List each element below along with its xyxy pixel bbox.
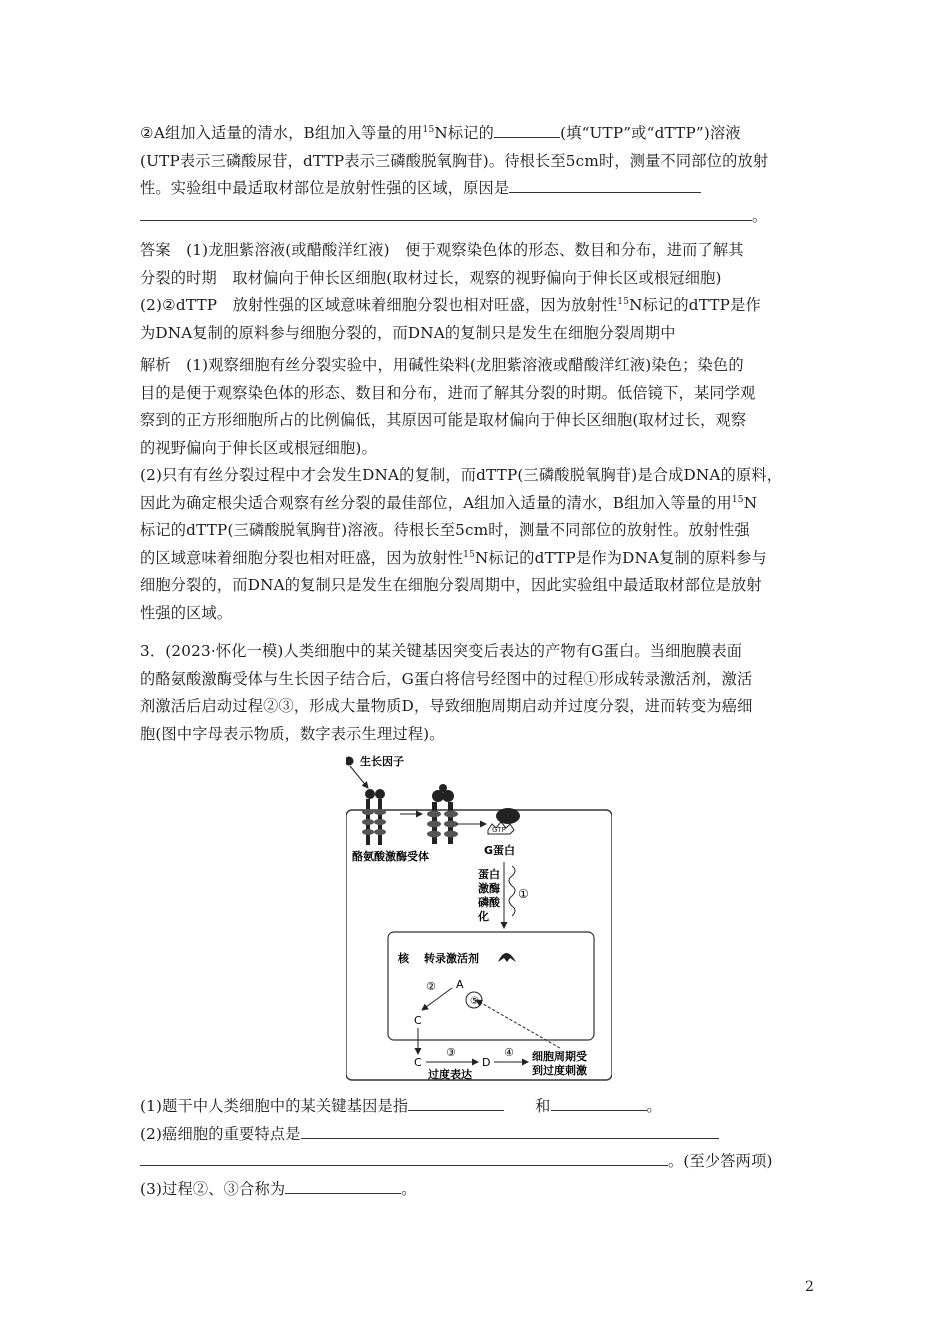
- q2-line-4: [140, 203, 810, 231]
- text: (3)过程②、③合称为: [140, 1179, 286, 1198]
- analysis-line: 的视野偏向于伸长区或根冠细胞)。: [140, 438, 377, 457]
- phos-label: 化: [478, 910, 489, 923]
- text: 和: [535, 1097, 551, 1115]
- phos-label: 磷酸: [478, 896, 500, 909]
- step-5-label: ⑤: [470, 996, 479, 1007]
- answer-label: 答案: [140, 241, 171, 259]
- receptor-label: 酪氨酸激酶受体: [352, 850, 429, 863]
- text: (1)龙胆紫溶液(或醋酸洋红液) 便于观察染色体的形态、数目和分布，进而了解其: [186, 241, 744, 259]
- cycle-label: 到过度刺激: [532, 1064, 587, 1077]
- arrow: [350, 766, 368, 788]
- analysis-line: (2)只有有丝分裂过程中才会发生DNA的复制，而dTTP(三磷酸脱氧胸苷)是合成DNA的原料，: [140, 466, 783, 484]
- answer-blank: [140, 1149, 668, 1166]
- text: N标记的dTTP是作为DNA复制的原料参与: [475, 548, 767, 567]
- answer-blank: [285, 1177, 401, 1194]
- label-d: D: [482, 1056, 491, 1069]
- answer-blank: [140, 204, 752, 221]
- label-c: C: [414, 1056, 422, 1069]
- phos-label: 蛋白: [478, 868, 500, 881]
- analysis-line: 性强的区域。: [140, 603, 233, 622]
- page-number: 2: [805, 1279, 814, 1295]
- text: 性。实验组中最适取材部位是放射性强的区域，原因是: [140, 179, 510, 197]
- signal-pathway-diagram: [346, 752, 612, 1082]
- analysis-line: 标记的dTTP(三磷酸脱氧胸苷)溶液。待根长至5cm时，测量不同部位的放射性。放射性强: [140, 521, 750, 539]
- analysis-section: [140, 352, 810, 627]
- text: (1)观察细胞有丝分裂实验中，用碱性染料(龙胆紫溶液或醋酸洋红液)染色；染色的: [186, 356, 744, 374]
- q3-line: 的酪氨酸激酶受体与生长因子结合后，G蛋白将信号经图中的过程①形成转录激活剂，激活: [140, 669, 753, 688]
- superscript: 15: [731, 494, 744, 505]
- text: (2)癌细胞的重要特点是: [140, 1124, 301, 1143]
- answer-blank: [301, 1122, 719, 1139]
- text: N: [743, 493, 758, 512]
- text: 。: [752, 206, 768, 225]
- answer-blank: [551, 1094, 647, 1111]
- question-2-continuation: [140, 120, 810, 230]
- answer-blank: [509, 176, 701, 193]
- analysis-line: 细胞分裂的，而DNA的复制只是发生在细胞分裂周期中，因此实验组中最适取材部位是放射: [140, 576, 762, 594]
- superscript: 15: [422, 124, 435, 135]
- text: 因此为确定根尖适合观察有丝分裂的最佳部位，A组加入适量的清水，B组加入等量的用: [140, 493, 732, 512]
- analysis-label: 解析: [140, 356, 171, 374]
- dashed-arrow: [476, 1000, 560, 1048]
- subq-1: [140, 1093, 810, 1121]
- answer-blank: [494, 121, 560, 138]
- g-protein-label: G蛋白: [484, 844, 516, 857]
- gtp-label: GTP: [492, 826, 506, 834]
- question-3: [140, 638, 810, 748]
- analysis-line: [140, 490, 810, 518]
- answer-line-4: 为DNA复制的原料参与细胞分裂的，而DNA的复制只是发生在细胞分裂周期中: [140, 323, 676, 342]
- superscript: 15: [463, 549, 475, 560]
- cycle-label: 细胞周期受: [532, 1050, 587, 1063]
- analysis-line: [140, 545, 810, 573]
- subq-3: [140, 1176, 810, 1204]
- text: N标记的: [434, 124, 495, 142]
- subq-2: [140, 1121, 810, 1149]
- text: 。(至少答两项): [668, 1152, 773, 1170]
- label-a: A: [456, 978, 464, 991]
- text: 。: [646, 1097, 662, 1115]
- over-expression-label: 过度表达: [428, 1068, 472, 1081]
- text: (填“UTP”或“dTTP”)溶液: [560, 124, 741, 142]
- q3-line: 剂激活后启动过程②③，形成大量物质D，导致细胞周期启动并过度分裂，进而转变为癌细: [140, 697, 753, 715]
- text: 的区域意味着细胞分裂也相对旺盛，因为放射性: [140, 548, 464, 567]
- label-c: C: [414, 1014, 422, 1027]
- text: (1)题干中人类细胞中的某关键基因是指: [140, 1097, 409, 1115]
- analysis-line-1: [140, 352, 810, 380]
- step-3-label: ③: [446, 1046, 456, 1059]
- g-protein-icon: [488, 808, 520, 834]
- answer-line-3: [140, 292, 810, 320]
- activated-receptor-icon: [427, 784, 458, 844]
- squiggle: [509, 866, 515, 916]
- growth-factor-label: 生长因子: [360, 755, 404, 768]
- activator-icon: [498, 953, 516, 962]
- receptor-icon: [362, 789, 386, 845]
- growth-factor-icon: [346, 757, 354, 766]
- subq-2-cont: [140, 1148, 810, 1176]
- sub-questions: [140, 1093, 810, 1203]
- text: N标记的dTTP是作: [629, 296, 761, 314]
- q2-line-1: [140, 120, 810, 148]
- answer-section: [140, 237, 810, 347]
- answer-blank: [408, 1094, 504, 1111]
- text: (2)②dTTP 放射性强的区域意味着细胞分裂也相对旺盛，因为放射性: [140, 296, 618, 314]
- step-2-label: ②: [426, 980, 436, 993]
- analysis-line: 察到的正方形细胞所占的比例偏低，其原因可能是取材偏向于伸长区细胞(取材过长，观察: [140, 411, 747, 429]
- q3-line: 胞(图中字母表示物质，数字表示生理过程)。: [140, 724, 445, 743]
- answer-line-2: 分裂的时期 取材偏向于伸长区细胞(取材过长，观察的视野偏向于伸长区或根冠细胞): [140, 268, 722, 287]
- activator-label: 转录激活剂: [424, 952, 479, 965]
- nucleus-label: 核: [398, 952, 409, 965]
- step-1-label: ①: [518, 887, 529, 901]
- text: 。: [401, 1179, 417, 1198]
- q3-line: 3．(2023·怀化一模)人类细胞中的某关键基因突变后表达的产物有G蛋白。当细胞膜表面: [140, 642, 743, 660]
- text: ②A组加入适量的清水，B组加入等量的用: [140, 124, 423, 142]
- superscript: 15: [617, 296, 630, 307]
- step-4-label: ④: [504, 1046, 514, 1059]
- phos-label: 激酶: [478, 882, 500, 895]
- analysis-line: 目的是便于观察染色体的形态、数目和分布，进而了解其分裂的时期。低倍镜下，某同学观: [140, 383, 756, 402]
- q2-line-2: (UTP表示三磷酸尿苷，dTTP表示三磷酸脱氧胸苷)。待根长至5cm时，测量不同部位的放射: [140, 151, 769, 170]
- answer-line-1: [140, 237, 810, 265]
- q2-line-3: [140, 175, 810, 203]
